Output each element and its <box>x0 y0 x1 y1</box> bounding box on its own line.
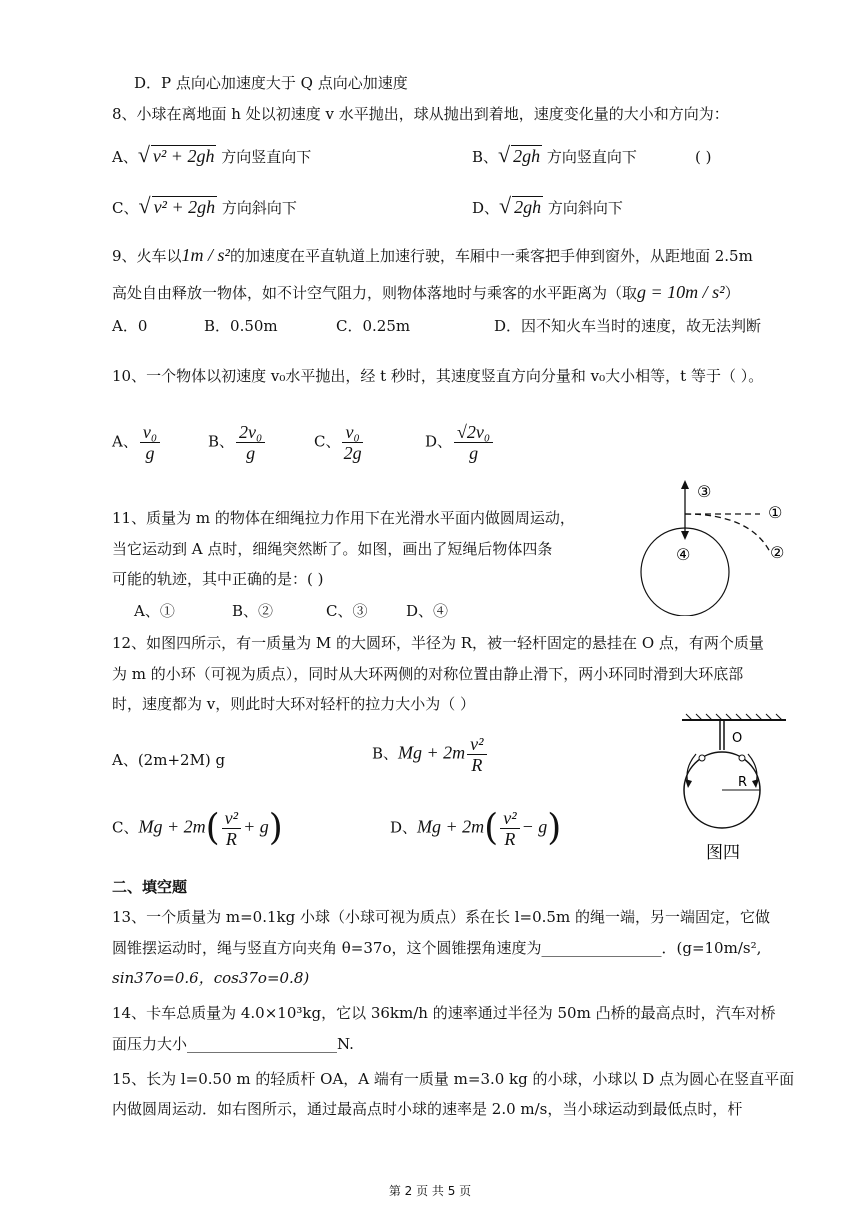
q9-option-b: B．0.50m <box>204 317 278 335</box>
q11-line-3: 可能的轨迹，其中正确的是：( ) <box>112 570 324 588</box>
label-3: ③ <box>697 482 712 501</box>
q8-option-c: C、√ v² + 2gh 方向斜向下 <box>112 193 297 218</box>
q11-option-c: C、③ <box>326 602 368 620</box>
section-heading: 二、填空题 <box>112 878 188 896</box>
figure-caption: 图四 <box>706 843 740 863</box>
q11-line-1: 11、质量为 m 的物体在细绳拉力作用下在光滑水平面内做圆周运动， <box>112 509 575 527</box>
circle-path <box>641 528 729 616</box>
q10-option-c: C、 $\frac{\text{v₀}}{2g}$ <box>314 422 362 463</box>
q8-option-b: B、√ 2gh 方向竖直向下 <box>472 142 637 167</box>
q13-line-1: 13、一个质量为 m=0.1kg 小球（小球可视为质点）系在长 l=0.5m 的绳一端，另一端固定，它做 <box>112 908 770 926</box>
q12-line-3: 时，速度都为 v，则此时大环对轻杆的拉力大小为（ ） <box>112 695 476 713</box>
q15-line-2: 内做圆周运动．如右图所示，通过最高点时小球的速率是 2.0 m/s，当小球运动到最低点时，杆 <box>112 1100 743 1118</box>
q9-option-d: D．因不知火车当时的速度，故无法判断 <box>494 317 762 335</box>
q15-line-1: 15、长为 l=0.50 m 的轻质杆 OA，A 端有一质量 m=3.0 kg 的小球，小球以 D 点为圆心在竖直平面 <box>112 1070 795 1088</box>
q9-line-1: 9、火车以1m / s²的加速度在平直轨道上加速行驶，车厢中一乘客把手伸到窗外，从距地面 2.5m <box>112 245 753 265</box>
trajectory-2 <box>685 514 770 552</box>
q9-option-a: A．0 <box>112 317 148 335</box>
q9-gravity: g = 10m / s² <box>637 282 725 302</box>
q11-trajectory-figure <box>630 476 830 616</box>
q10-stem: 10、一个物体以初速度 v₀水平抛出，经 t 秒时，其速度竖直方向分量和 v₀大小相等，t 等于（ ）。 <box>112 367 764 385</box>
q11-option-a: A、① <box>134 602 175 620</box>
label-r: R <box>738 775 748 790</box>
q7-option-d: D．P 点向心加速度大于 Q 点向心加速度 <box>134 74 408 92</box>
q12-option-d: D、Mg + 2m( $\frac{\text{v²}}{R}$ − g) <box>390 807 562 849</box>
label-4: ④ <box>676 545 691 564</box>
q10-option-d: D、 $\frac{\text{√2v₀}}{g}$ <box>425 422 495 463</box>
q10-option-a: A、 $\frac{\text{v₀}}{g}$ <box>112 422 162 463</box>
q12-option-a: A、(2m+2M) g <box>112 751 226 769</box>
q8-option-d: D、√ 2gh 方向斜向下 <box>472 193 623 218</box>
arrow-up-icon <box>681 480 689 489</box>
q11-line-2: 当它运动到 A 点时，细绳突然断了。如图，画出了短绳后物体四条 <box>112 540 553 558</box>
q14-line-1: 14、卡车总质量为 4.0×10³kg，它以 36km/h 的速率通过半径为 50m 凸桥的最高点时，汽车对桥 <box>112 1004 776 1022</box>
label-o: O <box>732 731 743 746</box>
q9-option-c: C．0.25m <box>336 317 411 335</box>
q12-option-b: B、Mg + 2m $\frac{\text{v²}}{R}$ <box>372 734 489 775</box>
page-footer: 第 2 页 共 5 页 <box>388 1184 472 1198</box>
q12-ring-figure <box>678 712 790 864</box>
q11-option-b: B、② <box>232 602 274 620</box>
q8-stem: 8、小球在离地面 h 处以初速度 v 水平抛出，球从抛出到着地，速度变化量的大小和方向为： <box>112 105 729 123</box>
label-2: ② <box>770 543 785 562</box>
q14-line-2: 面压力大小____________________N. <box>112 1035 354 1053</box>
q13-line-3: sin37o=0.6，cos37o=0.8) <box>112 969 310 987</box>
q13-line-2: 圆锥摆运动时，绳与竖直方向夹角 θ=37o，这个圆锥摆角速度为________________．(g=10m/s², <box>112 939 762 957</box>
q12-line-1: 12、如图四所示，有一质量为 M 的大圆环，半径为 R，被一轻杆固定的悬挂在 O 点，有两个质量 <box>112 634 764 652</box>
arrow-down-icon <box>681 531 689 540</box>
q8-option-a: A、√ v² + 2gh 方向竖直向下 <box>112 142 312 167</box>
label-1: ① <box>768 503 783 522</box>
q9-line-2: 高处自由释放一物体，如不计空气阻力，则物体落地时与乘客的水平距离为（取g = 10m / s²） <box>112 282 740 302</box>
q9-acceleration: 1m / s² <box>181 245 230 265</box>
q11-option-d: D、④ <box>406 602 449 620</box>
q12-option-c: C、Mg + 2m( $\frac{\text{v²}}{R}$ + g) <box>112 807 283 849</box>
arrow-right <box>748 754 757 784</box>
q10-option-b: B、 $\frac{\text{2v₀}}{g}$ <box>208 422 267 463</box>
q12-line-2: 为 m 的小环（可视为质点），同时从大环两侧的对称位置由静止滑下，两小环同时滑到大环底部 <box>112 665 744 683</box>
q8-answer-blank: ( ) <box>695 148 712 166</box>
arrow-left <box>687 754 696 784</box>
